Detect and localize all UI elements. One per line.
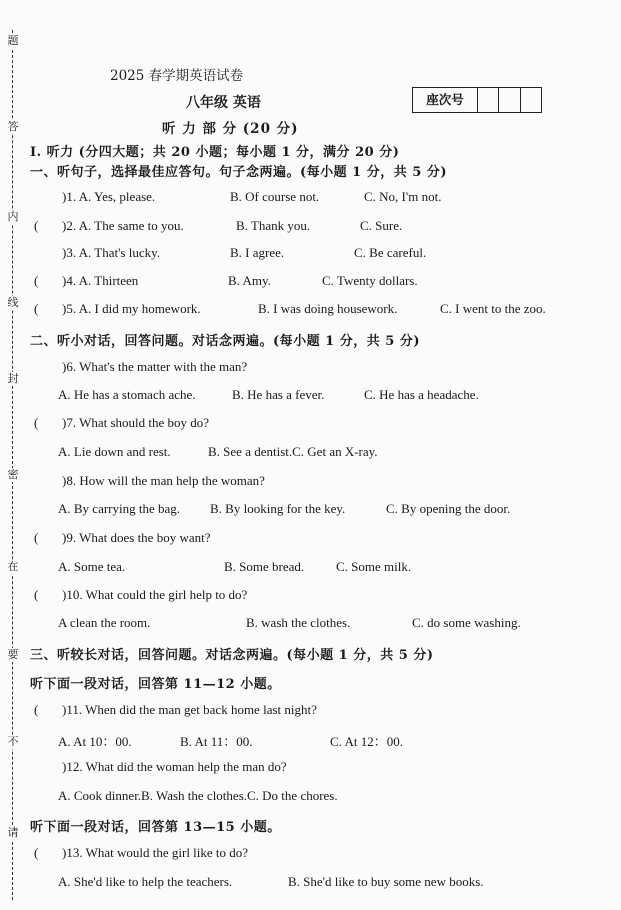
grade-subject: 八年级 英语 [186,95,261,111]
option-c: C. Be careful. [354,245,427,260]
seat-label: 座次号 [413,88,478,112]
option-c: C. No, I'm not. [364,189,442,204]
margin-char: 在 [7,560,19,573]
options-abc: A. Cook dinner.B. Wash the clothes.C. Do the chores. [58,788,338,803]
question-9: )9. What does the boy want? [62,530,211,545]
margin-char: 内 [7,210,19,223]
seat-number-box [412,87,542,113]
seat-cell[interactable] [499,88,520,112]
answer-paren: ( [34,415,39,430]
question-10: )10. What could the girl help to do? [62,587,248,602]
option-a: A clean the room. [58,615,151,630]
seat-cell[interactable] [521,88,541,112]
question-11: )11. When did the man get back home last night? [62,702,317,717]
option-c: C. Some milk. [336,559,412,574]
option-c: C. By opening the door. [386,501,511,516]
sub-section-heading: 二、听小对话，回答问题。对话念两遍。(每小题 1 分，共 5 分) [30,334,420,349]
answer-paren: ( [34,845,39,860]
option-b: B. I was doing housework. [258,301,398,316]
binding-line [12,30,13,900]
option-c: C. Twenty dollars. [322,273,418,288]
seat-cell[interactable] [478,88,499,112]
question-8: )8. How will the man help the woman? [62,473,265,488]
option-b: B. She'd like to buy some new books. [288,874,484,889]
answer-paren: ( [34,218,39,233]
option-c: C. do some washing. [412,615,521,630]
question-12: )12. What did the woman help the man do? [62,759,287,774]
question-13: )13. What would the girl like to do? [62,845,249,860]
margin-char: 请 [7,826,19,839]
question-3: )3. A. That's lucky. [62,245,161,260]
option-a: A. She'd like to help the teachers. [58,874,233,889]
option-a: A. He has a stomach ache. [58,387,196,402]
option-c: C. I went to the zoo. [440,301,546,316]
option-b: B. By looking for the key. [210,501,346,516]
question-6: )6. What's the matter with the man? [62,359,248,374]
margin-char: 答 [7,120,19,133]
option-c: C. Sure. [360,218,403,233]
margin-char: 密 [7,468,19,481]
margin-char: 不 [7,735,19,748]
answer-paren: ( [34,273,39,288]
answer-paren: ( [34,530,39,545]
option-b: B. At 11：00. [180,734,253,749]
option-a: A. Some tea. [58,559,126,574]
sub-section-heading: 一、听句子，选择最佳应答句。句子念两遍。(每小题 1 分，共 5 分) [30,165,447,180]
part-title: 听 力 部 分 (20 分) [162,121,299,137]
option-a: A. At 10：00. [58,734,132,749]
section-heading: I. 听力 (分四大题；共 20 小题；每小题 1 分，满分 20 分) [30,145,400,160]
question-7: )7. What should the boy do? [62,415,210,430]
question-2: )2. A. The same to you. [62,218,184,233]
sub-section-heading: 三、听较长对话，回答问题。对话念两遍。(每小题 1 分，共 5 分) [30,648,434,663]
option-b: B. Of course not. [230,189,320,204]
option-b: B. He has a fever. [232,387,325,402]
question-1: )1. A. Yes, please. [62,189,156,204]
option-c: C. He has a headache. [364,387,479,402]
margin-char: 要 [7,648,19,661]
option-b: B. Some bread. [224,559,305,574]
margin-char: 题 [7,34,19,47]
answer-paren: ( [34,587,39,602]
option-b: B. I agree. [230,245,285,260]
question-4: )4. A. Thirteen [62,273,139,288]
question-5: )5. A. I did my homework. [62,301,201,316]
option-bc: B. See a dentist.C. Get an X-ray. [208,444,378,459]
dialogue-instruction: 听下面一段对话，回答第 13—15 小题。 [30,820,281,835]
option-b: B. Amy. [228,273,271,288]
margin-char: 线 [7,296,19,309]
answer-paren: ( [34,702,39,717]
option-b: B. Thank you. [236,218,311,233]
dialogue-instruction: 听下面一段对话，回答第 11—12 小题。 [30,677,281,692]
option-c: C. At 12：00. [330,734,403,749]
exam-title: 2025 春学期英语试卷 [110,68,244,84]
option-a: A. By carrying the bag. [58,501,181,516]
option-b: B. wash the clothes. [246,615,351,630]
margin-char: 封 [7,372,19,385]
option-a: A. Lie down and rest. [58,444,171,459]
answer-paren: ( [34,301,39,316]
